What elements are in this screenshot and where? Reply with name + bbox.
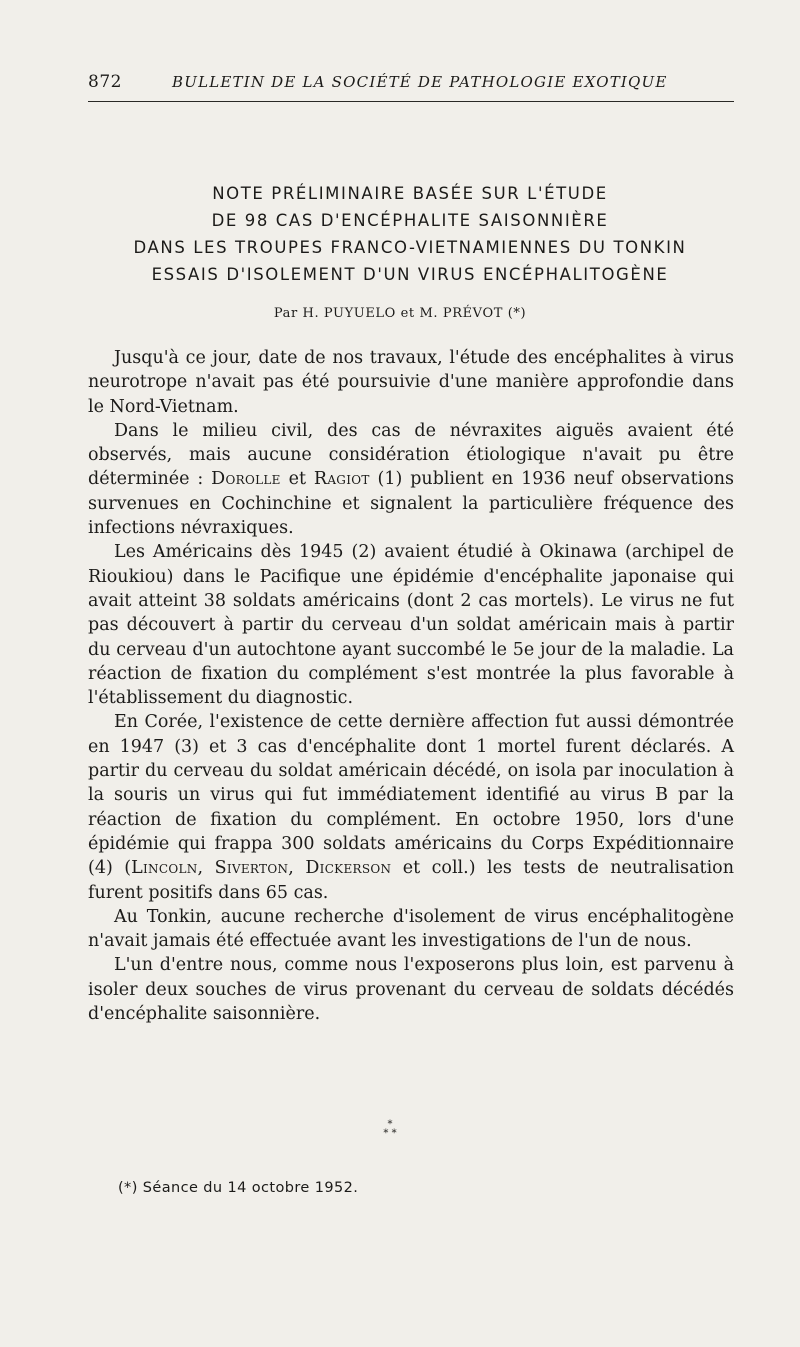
paragraph xyxy=(88,419,734,540)
paragraph: Les Américains dès 1945 (2) avaient étudié à Okinawa (archipel de Rioukiou) dans le Pacifique une épidémie d'encéphalite japonaise qui avait atteint 38 soldats américains (dont 2 cas mortels). Le virus ne fut pas découvert à partir du cerveau d'un soldat américain mais à partir du cerveau d'un autochtone ayant succombé le 5e jour de la maladie. La réaction de fixation du complément s'est montrée la plus favorable à l'établissement du diagnostic. xyxy=(88,542,734,709)
title-line: ESSAIS D'ISOLEMENT D'UN VIRUS ENCÉPHALITOGÈNE xyxy=(151,265,669,284)
paragraph-text: et xyxy=(280,469,314,490)
paragraph-text: En Corée, l'existence de cette dernière affection fut aussi démontrée en 1947 (3) et 3 cas d'encéphalite dont 1 mortel furent déclarés. A partir du cerveau du soldat américain décédé, on isola par inoculation à la souris un virus qui fut immédiatement identifié au virus B par la réaction de fixation du complément. En octobre 1950, lors d'une épidémie qui frappa 300 soldats américains du Corps Expéditionnaire (4) ( xyxy=(88,712,734,879)
paragraph-text: et coll.) les tests de neutralisation furent positifs dans 65 cas. xyxy=(88,858,734,903)
authors-line: Par H. PUYUELO et M. PRÉVOT (*) xyxy=(273,306,527,321)
separator-star: * xyxy=(387,1119,393,1130)
page-header xyxy=(88,72,734,96)
paragraph-text: Dans le milieu civil, des cas de névraxites aiguës avaient été observés, mais aucune considération étiologique n'avait pu être déterminée : xyxy=(88,420,734,490)
paragraph-text: (1) publient en 1936 neuf observations survenues en Cochinchine et signalent la particulière fréquence des infections névraxiques. xyxy=(88,469,734,539)
section-separator xyxy=(300,1120,480,1138)
paragraph: Au Tonkin, aucune recherche d'isolement de virus encéphalitogène n'avait jamais été effectuée avant les investigations de l'un de nous. xyxy=(88,906,734,952)
separator-stars: * * xyxy=(383,1128,397,1139)
paragraph xyxy=(88,710,734,904)
header-rule xyxy=(88,101,734,102)
running-head: BULLETIN DE LA SOCIÉTÉ DE PATHOLOGIE EXOTIQUE xyxy=(172,73,668,91)
footnote: (*) Séance du 14 octobre 1952. xyxy=(118,1180,359,1196)
paragraph: Jusqu'à ce jour, date de nos travaux, l'étude des encéphalites à virus neurotrope n'avait pas été poursuivie d'une manière approfondie dans le Nord-Vietnam. xyxy=(88,348,734,417)
author-citation: Dorolle xyxy=(211,469,281,490)
title-line: DE 98 CAS D'ENCÉPHALITE SAISONNIÈRE xyxy=(211,211,609,230)
author-citation: Ragiot xyxy=(313,469,370,490)
page-number: 872 xyxy=(88,72,122,92)
title-line: NOTE PRÉLIMINAIRE BASÉE SUR L'ÉTUDE xyxy=(212,184,608,203)
author-citation: Siverton xyxy=(214,858,289,879)
title-line: DANS LES TROUPES FRANCO-VIETNAMIENNES DU TONKIN xyxy=(133,238,687,257)
article-body xyxy=(88,346,734,1026)
author-citation: Lincoln xyxy=(131,858,198,879)
article-title xyxy=(40,180,780,288)
paragraph: L'un d'entre nous, comme nous l'exposerons plus loin, est parvenu à isoler deux souches de virus provenant du cerveau de soldats décédés d'encéphalite saisonnière. xyxy=(88,955,734,1025)
paragraph-text: , xyxy=(197,858,215,879)
author-citation: Dickerson xyxy=(305,858,392,879)
paragraph-text: , xyxy=(288,858,306,879)
